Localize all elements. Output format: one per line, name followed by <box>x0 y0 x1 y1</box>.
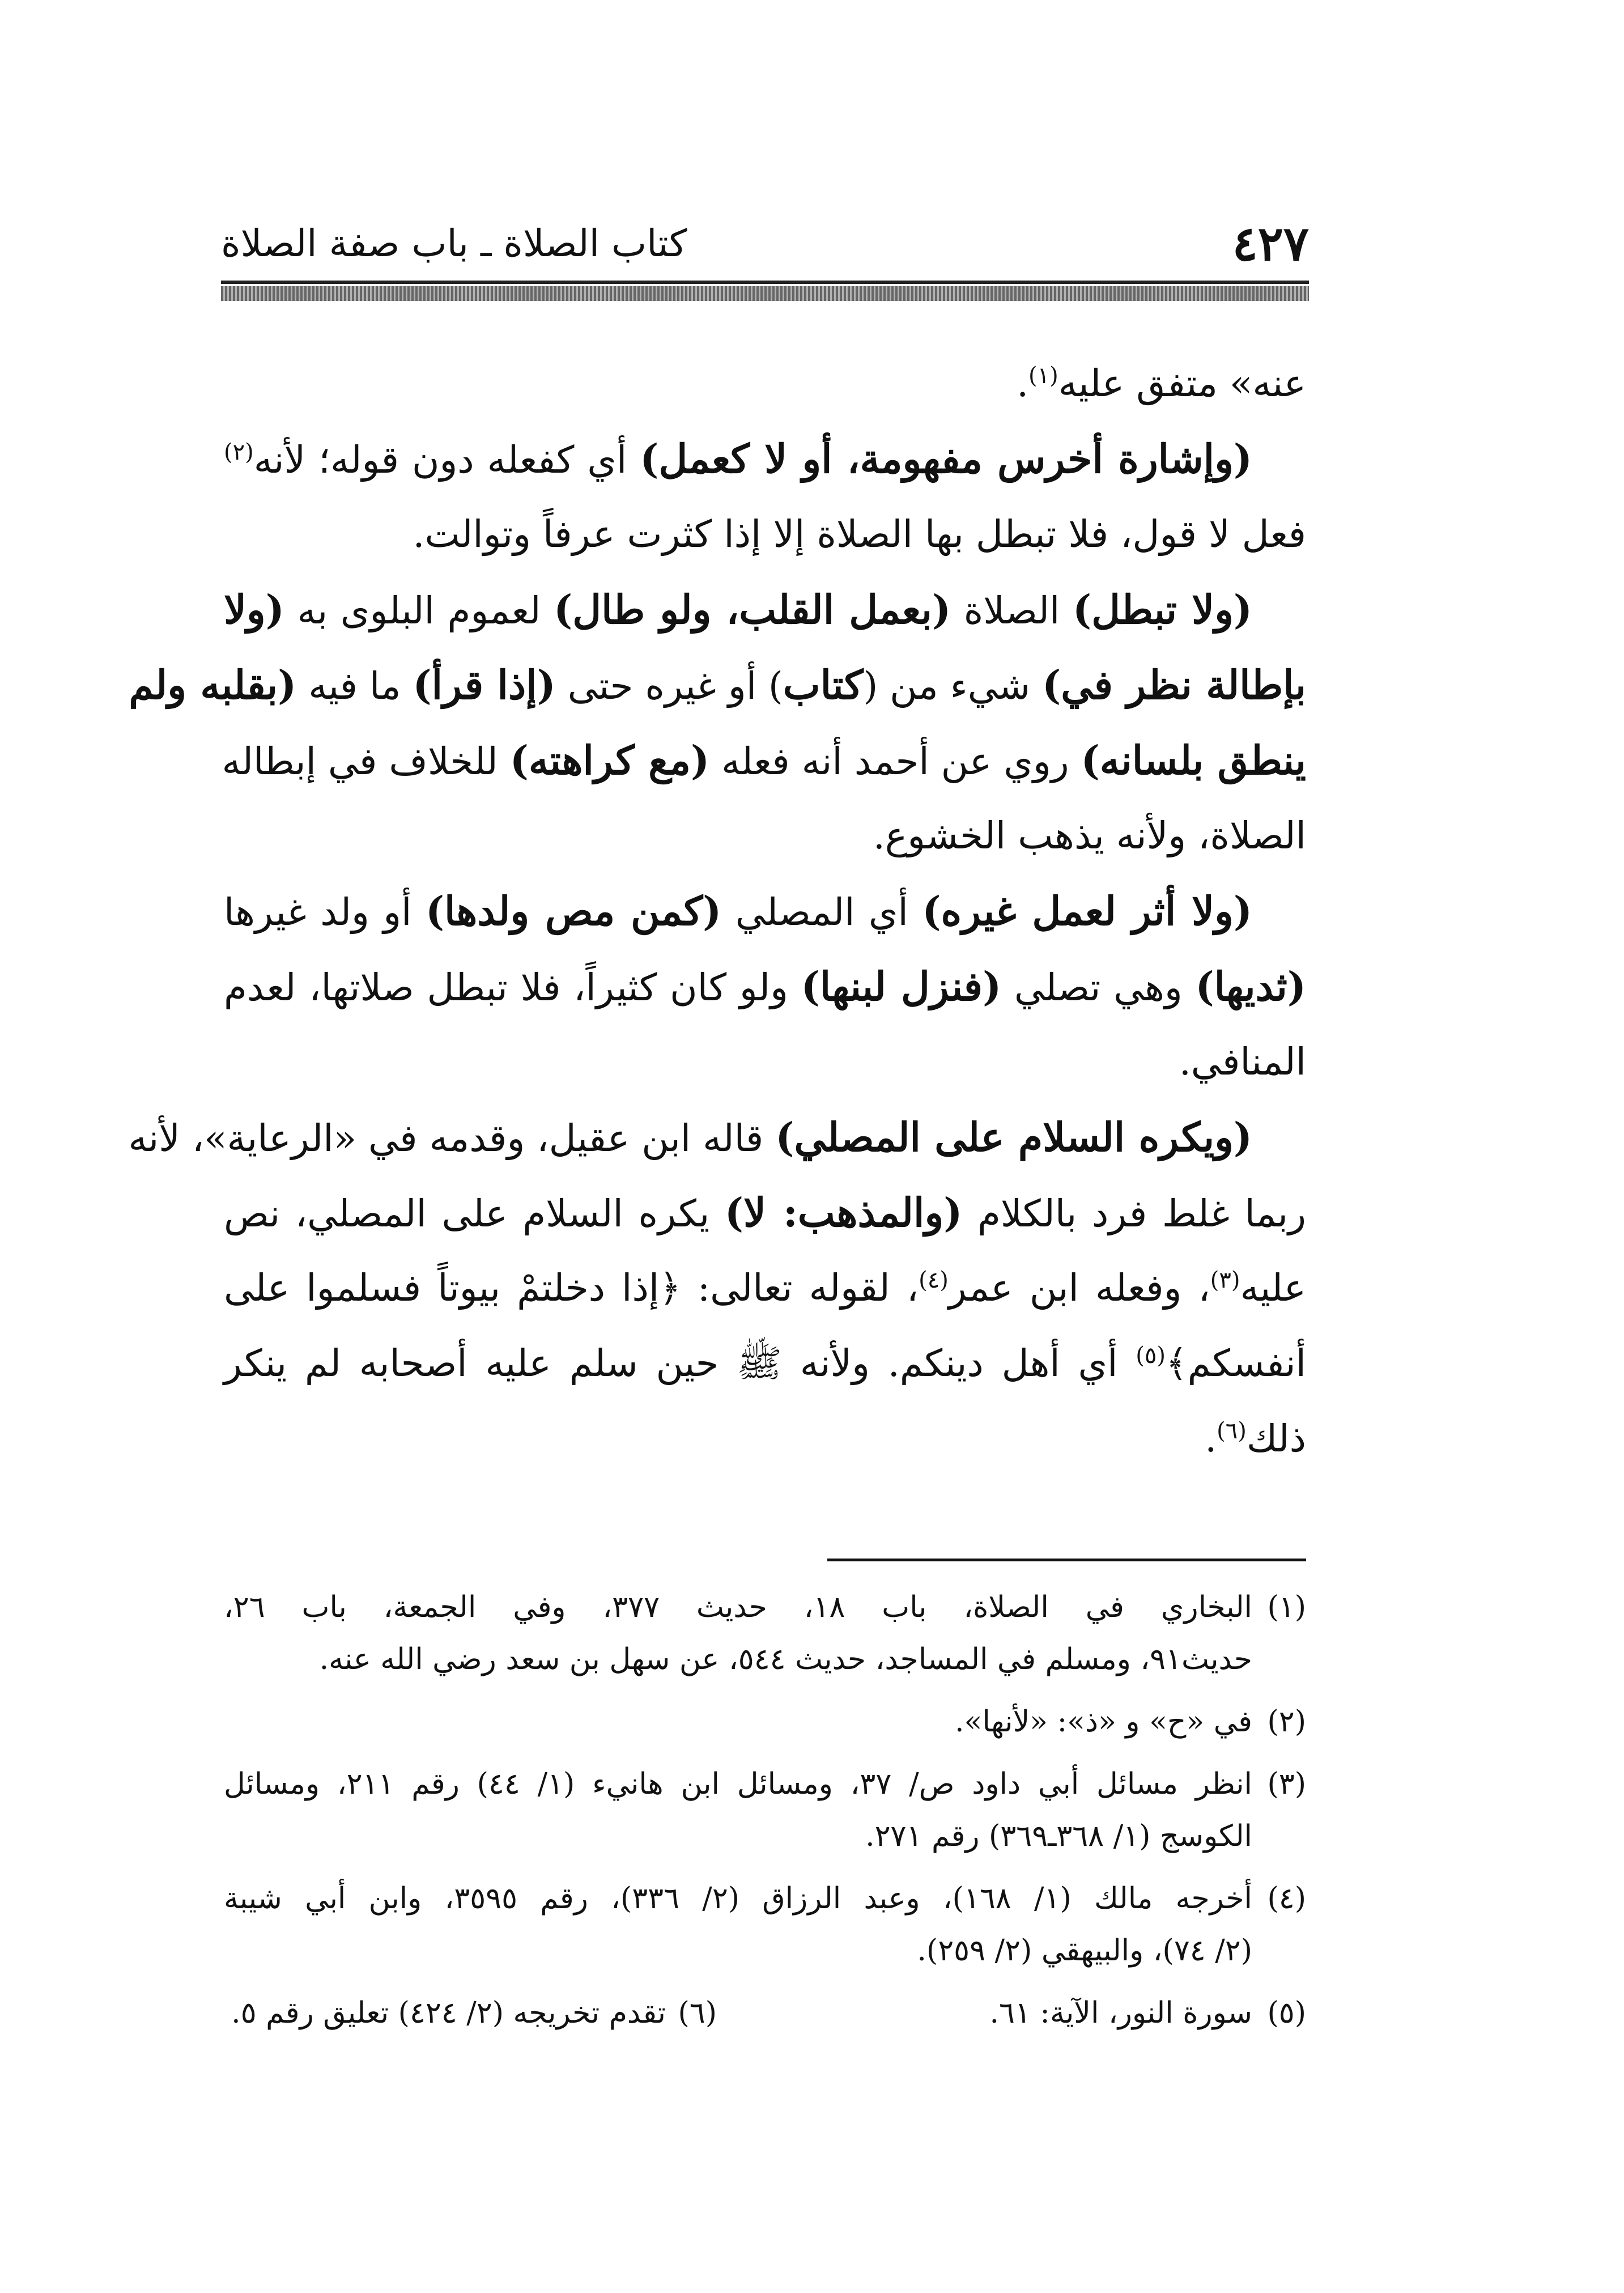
matn-text: (كمن مص ولدها) <box>425 888 722 935</box>
footnote-3-cont <box>224 1810 1306 1862</box>
text-run: للخلاف في إبطاله <box>222 740 510 783</box>
text-run: . <box>1017 362 1029 405</box>
text-run: عنه» متفق عليه <box>1058 362 1306 405</box>
text-line <box>224 1175 1306 1250</box>
text-run: أو ولد غيرها <box>224 890 426 934</box>
text-run: شيء من ( <box>863 664 1043 708</box>
text-run: أي أهل دينكم. ولأنه ﷺ حين سلم عليه أصحابه لم ينكر <box>224 1341 1136 1385</box>
matn-text: بإطالة نظر في) <box>1042 661 1306 708</box>
footnote-4 <box>224 1872 1306 1925</box>
matn-text: (ثديها) <box>1195 963 1306 1010</box>
text-run: يكره السلام على المصلي، نص <box>224 1192 725 1235</box>
footnote-text: تقدم تخريجه (٢/ ٤٢٤) تعليق رقم ٥. <box>231 1996 666 2030</box>
text-line <box>224 1401 1306 1476</box>
text-run: روي عن أحمد أنه فعله <box>709 740 1081 783</box>
footnote-ref: (٣) <box>1210 1267 1240 1293</box>
matn-text: (ولا أثر لعمل غيره) <box>922 888 1252 935</box>
footnote-text: انظر مسائل أبي داود ص/ ٣٧، ومسائل ابن هانيء (١/ ٤٤) رقم ٢١١، ومسائل <box>224 1767 1252 1801</box>
text-line <box>224 421 1306 496</box>
text-run: أي كفعله دون قوله؛ لأنه <box>253 438 640 482</box>
header-rule <box>221 281 1309 284</box>
text-run: ، لقوله تعالى: ﴿إذا دخلتمْ بيوتاً فسلموا على <box>224 1266 919 1310</box>
matn-text: (فنزل لبنها) <box>801 963 1002 1010</box>
page-number: ٤٢٧ <box>1232 215 1309 271</box>
matn-text: ينطق بلسانه) <box>1081 737 1306 784</box>
footnote-ref: (٥) <box>1136 1343 1166 1369</box>
matn-text: (ويكره السلام على المصلي) <box>775 1114 1252 1161</box>
text-run: لعموم البلوى به <box>284 589 554 632</box>
footnote-separator <box>827 1559 1306 1561</box>
text-line <box>224 723 1306 798</box>
footnote-5-6 <box>224 1987 1306 2039</box>
text-line <box>224 572 1306 647</box>
text-run: . <box>1205 1417 1217 1460</box>
footnote-mark: (١) <box>1267 1590 1306 1624</box>
matn-text: (بعمل القلب، ولو طال) <box>554 586 951 633</box>
text-line: الصلاة، ولأنه يذهب الخشوع. <box>873 814 1306 857</box>
footnote-text: أخرجه مالك (١/ ١٦٨)، وعبد الرزاق (٢/ ٣٣٦)، رقم ٣٥٩٥، وابن أبي شيبة <box>224 1882 1252 1916</box>
text-run: ذلك <box>1246 1417 1306 1460</box>
main-text <box>128 346 1306 1476</box>
footnote-mark: (٣) <box>1267 1767 1306 1801</box>
header-rule-pattern <box>221 286 1309 301</box>
footnote-1 <box>224 1581 1306 1633</box>
text-line: فعل لا قول، فلا تبطل بها الصلاة إلا إذا كثرت عرفاً وتوالت. <box>413 512 1306 556</box>
footnote-mark: (٢) <box>1267 1705 1306 1739</box>
text-run: ما فيه <box>296 664 413 708</box>
footnote-text: في «ح» و «ذ»: «لأنها». <box>954 1705 1252 1739</box>
footnote-mark: (٦) <box>678 1996 717 2030</box>
footnote-ref: (٤) <box>919 1267 949 1293</box>
page-header <box>221 210 1309 278</box>
footnote-mark: (٥) <box>1267 1996 1306 2030</box>
footnotes <box>224 1581 1306 2039</box>
text-run: قاله ابن عقيل، وقدمه في «الرعاية»، لأنه <box>128 1116 776 1160</box>
matn-text: كتاب <box>783 661 864 708</box>
text-line: المنافي. <box>1179 1040 1306 1084</box>
footnote-ref: (١) <box>1028 363 1058 389</box>
text-run: عليه <box>1240 1266 1306 1310</box>
footnote-4-cont <box>224 1925 1306 1977</box>
matn-text: (وإشارة أخرس مفهومة، أو لا كعمل) <box>640 435 1252 482</box>
text-run: الصلاة <box>951 589 1073 632</box>
matn-text: (إذا قرأ) <box>413 661 556 708</box>
matn-text: (بقلبه ولم <box>129 661 297 708</box>
footnote-mark: (٤) <box>1267 1882 1306 1916</box>
running-title: كتاب الصلاة ـ باب صفة الصلاة <box>221 222 687 265</box>
text-line <box>128 1099 1306 1175</box>
text-line <box>129 647 1306 723</box>
footnote-2 <box>224 1696 1306 1748</box>
footnote-ref: (٦) <box>1217 1418 1247 1444</box>
matn-text: (ولا <box>224 586 284 633</box>
footnote-3 <box>224 1758 1306 1810</box>
footnote-ref: (٢) <box>224 439 254 465</box>
text-line <box>224 949 1306 1024</box>
footnote-1-cont <box>224 1633 1306 1685</box>
text-run: ربما غلط فرد بالكلام <box>962 1192 1306 1235</box>
text-run: أنفسكم﴾ <box>1165 1341 1306 1385</box>
footnote-text: البخاري في الصلاة، باب ١٨، حديث ٣٧٧، وفي الجمعة، باب ٢٦، <box>224 1590 1252 1624</box>
text-line <box>224 1250 1306 1326</box>
text-line <box>224 1326 1306 1401</box>
matn-text: (مع كراهته) <box>509 737 710 784</box>
footnote-text: (٢/ ٧٤)، والبيهقي (٢/ ٢٥٩). <box>917 1934 1252 1968</box>
text-run: ولو كان كثيراً، فلا تبطل صلاتها، لعدم <box>224 966 801 1009</box>
footnote-text: سورة النور، الآية: ٦١. <box>989 1996 1252 2030</box>
text-run: وهي تصلي <box>1001 966 1196 1009</box>
footnote-text: حديث٩١، ومسلم في المساجد، حديث ٥٤٤، عن سهل بن سعد رضي الله عنه. <box>319 1642 1252 1676</box>
text-line <box>224 346 1306 421</box>
text-line <box>224 873 1306 949</box>
text-run: ) أو غيره حتى <box>555 664 783 708</box>
matn-text: (ولا تبطل) <box>1072 586 1253 633</box>
text-run: ، وفعله ابن عمر <box>948 1266 1210 1310</box>
text-run: أي المصلي <box>721 890 922 934</box>
footnote-text: الكوسج (١/ ٣٦٨ـ٣٦٩) رقم ٢٧١. <box>865 1819 1252 1853</box>
matn-text: (والمذهب: لا) <box>724 1189 963 1236</box>
